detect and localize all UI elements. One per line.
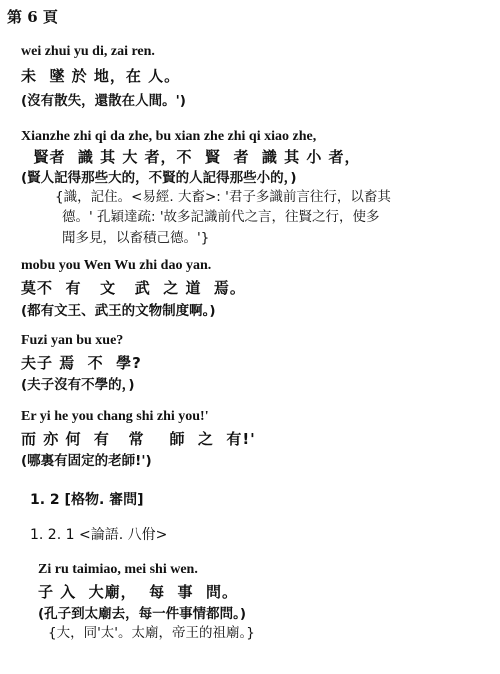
translation-line: (賢人記得那些大的，不賢的人記得那些小的，) [21,170,297,186]
pinyin-line: mobu you Wen Wu zhi dao yan. [21,258,212,273]
chinese-text-line: 子 入 大廟， 每 事 問。 [38,583,239,601]
annotation-line: 德。' 孔穎達疏: '故多記識前代之言，往賢之行，使多 [62,209,380,225]
annotation-line: {大，同'太'。太廟，帝王的祖廟。} [48,625,255,641]
translation-line: (哪裏有固定的老師!') [21,453,152,469]
section-heading: 1. 2 [格物. 審問] [30,492,144,508]
translation-line: (沒有散失，還散在人間。') [21,93,186,109]
chinese-text-line: 而 亦 何 有 常 師 之 有!' [21,430,256,448]
translation-line: (夫子沒有不學的，) [21,377,135,393]
pinyin-line: Xianzhe zhi qi da zhe, bu xian zhe zhi qi xiao zhe, [21,129,317,144]
annotation-line: 聞多見，以畜積己德。'} [62,230,210,246]
chinese-text-line: 未 墜 於 地，在 人。 [21,67,181,85]
chinese-text-line: 莫不 有 文 武 之 道 焉。 [21,279,246,297]
chinese-text-line: 賢者 識 其 大 者，不 賢 者 識 其 小 者， [21,148,361,166]
translation-line: (都有文王、武王的文物制度啊。) [21,303,216,319]
translation-line: (孔子到太廟去，每一件事情都問。) [38,606,247,622]
pinyin-line: Er yi he you chang shi zhi you!' [21,409,209,424]
page-number-header: 第 6 頁 [7,8,58,26]
pinyin-line: Zi ru taimiao, mei shi wen. [38,562,198,577]
chinese-text-line: 夫子 焉 不 學? [21,354,142,372]
pinyin-line: Fuzi yan bu xue? [21,333,124,348]
pinyin-line: wei zhui yu di, zai ren. [21,44,155,59]
annotation-line: {識，記住。<易經. 大畜>: '君子多識前言往行，以畜其 [55,189,391,205]
subsection-heading: 1. 2. 1 <論語. 八佾> [30,527,168,543]
